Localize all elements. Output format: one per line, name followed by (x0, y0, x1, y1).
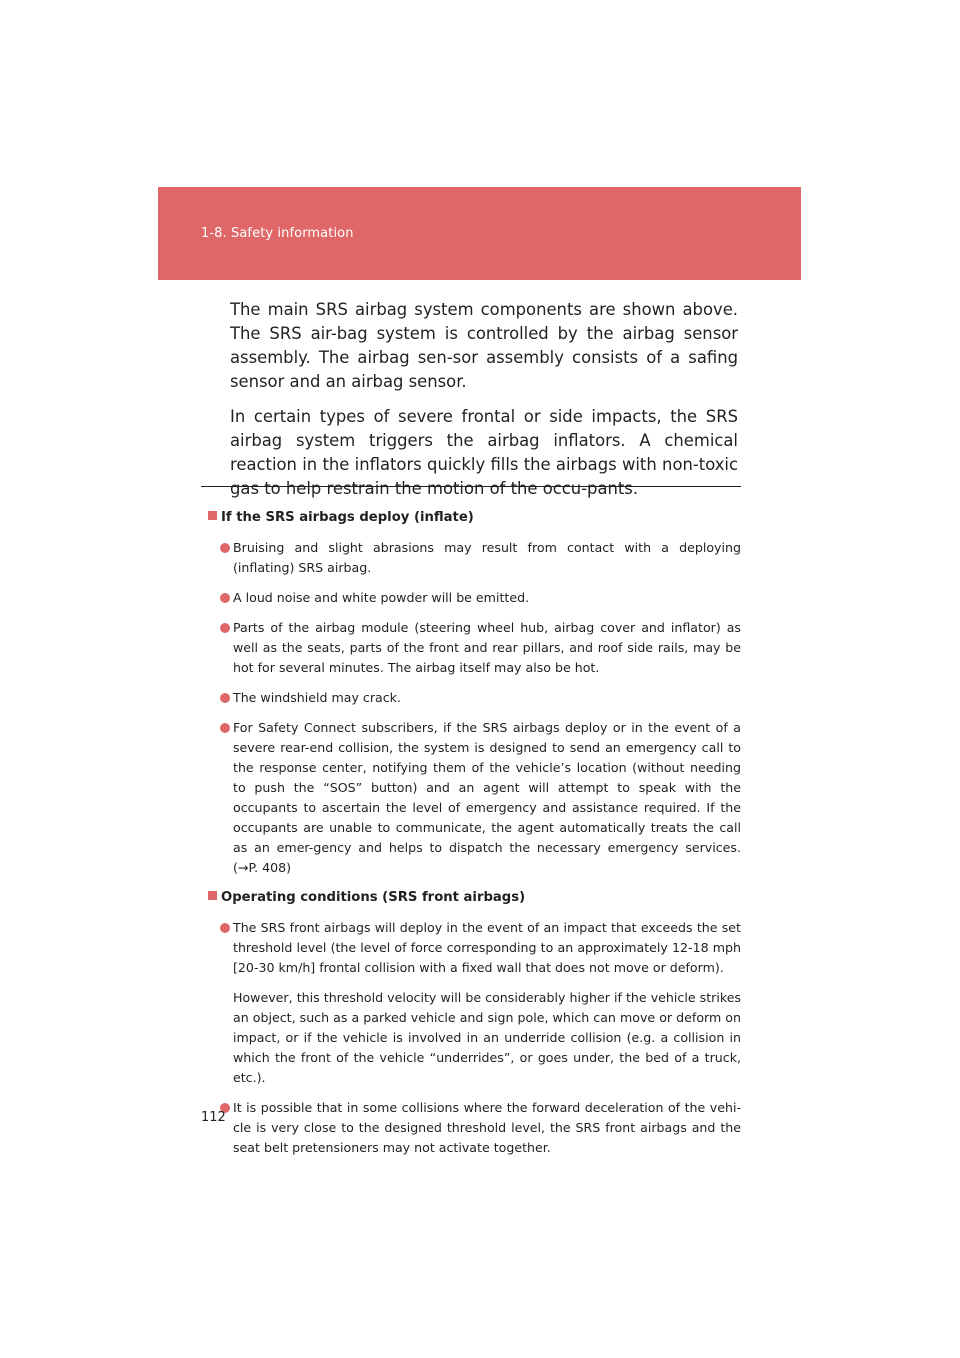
intro-paragraph: In certain types of severe frontal or side impacts, the SRS airbag system triggers the airbag inflators. A chemical reaction in the inflators quickly fills the airbags with non-toxic gas to help restrain the motion of the occu-pants. (230, 407, 738, 498)
list-item-text: The SRS front airbags will deploy in the event of an impact that exceeds the set threshold level (the level of force corresponding to an approximately 12-18 mph [20-30 km/h] frontal collision with a fixed wall that does not move or deform). (233, 920, 741, 975)
note-heading (208, 508, 741, 528)
bullet-dot-icon (220, 923, 230, 933)
list-item-text: It is possible that in some collisions where the forward deceleration of the vehi-cle is very close to the designed threshold level, the SRS front airbags and the seat belt pretensioners may not activate together. (233, 1100, 741, 1155)
section-title: 1-8. Safety information (201, 226, 354, 241)
list-item-text: The windshield may crack. (233, 690, 401, 705)
list-item (220, 1098, 741, 1158)
list-item (220, 918, 741, 1088)
page-number: 112 (201, 1110, 226, 1125)
notes-section (208, 508, 741, 1168)
list-item (220, 618, 741, 678)
note-heading-text: Operating conditions (SRS front airbags) (221, 890, 526, 905)
bullet-dot-icon (220, 623, 230, 633)
bullet-dot-icon (220, 543, 230, 553)
intro-text (230, 298, 738, 512)
list-item-text: Parts of the airbag module (steering wheel hub, airbag cover and inflator) as well as the seats, parts of the front and rear pillars, and roof side rails, may be hot for several minutes. The airbag itself may also be hot. (233, 620, 741, 675)
list-item-text: A loud noise and white powder will be emitted. (233, 590, 530, 605)
note-heading (208, 888, 741, 908)
square-bullet-icon (208, 891, 217, 900)
list-item (220, 718, 741, 878)
square-bullet-icon (208, 511, 217, 520)
list-item (220, 588, 741, 608)
note-heading-text: If the SRS airbags deploy (inflate) (221, 510, 474, 525)
list-item-text: However, this threshold velocity will be considerably higher if the vehicle strikes an object, such as a parked vehicle and sign pole, which can move or deform on impact, or if the vehicle is involved in an underride collision (e.g. a collision in which the front of the vehicle “underrides”, or goes under, the bed of a truck, etc.). (233, 990, 741, 1085)
bullet-dot-icon (220, 693, 230, 703)
bullet-dot-icon (220, 723, 230, 733)
list-item-text: Bruising and slight abrasions may result from contact with a deploying (inflating) SRS airbag. (233, 540, 741, 575)
bullet-dot-icon (220, 593, 230, 603)
section-divider (201, 486, 741, 487)
list-item (220, 688, 741, 708)
list-item-text: For Safety Connect subscribers, if the SRS airbags deploy or in the event of a severe rear-end collision, the system is designed to send an emergency call to the response center, notifying them of the vehicle’s location (without needing to push the “SOS” button) and an agent will attempt to speak with the occupants to ascertain the level of emergency and assistance required. If the occupants are unable to communicate, the agent automatically treats the call as an emer-gency and helps to dispatch the necessary emergency services. (→P. 408) (233, 720, 741, 875)
list-item (220, 538, 741, 578)
intro-paragraph: The main SRS airbag system components are shown above. The SRS air-bag system is controlled by the airbag sensor assembly. The airbag sen-sor assembly consists of a safing sensor and an airbag sensor. (230, 300, 738, 391)
